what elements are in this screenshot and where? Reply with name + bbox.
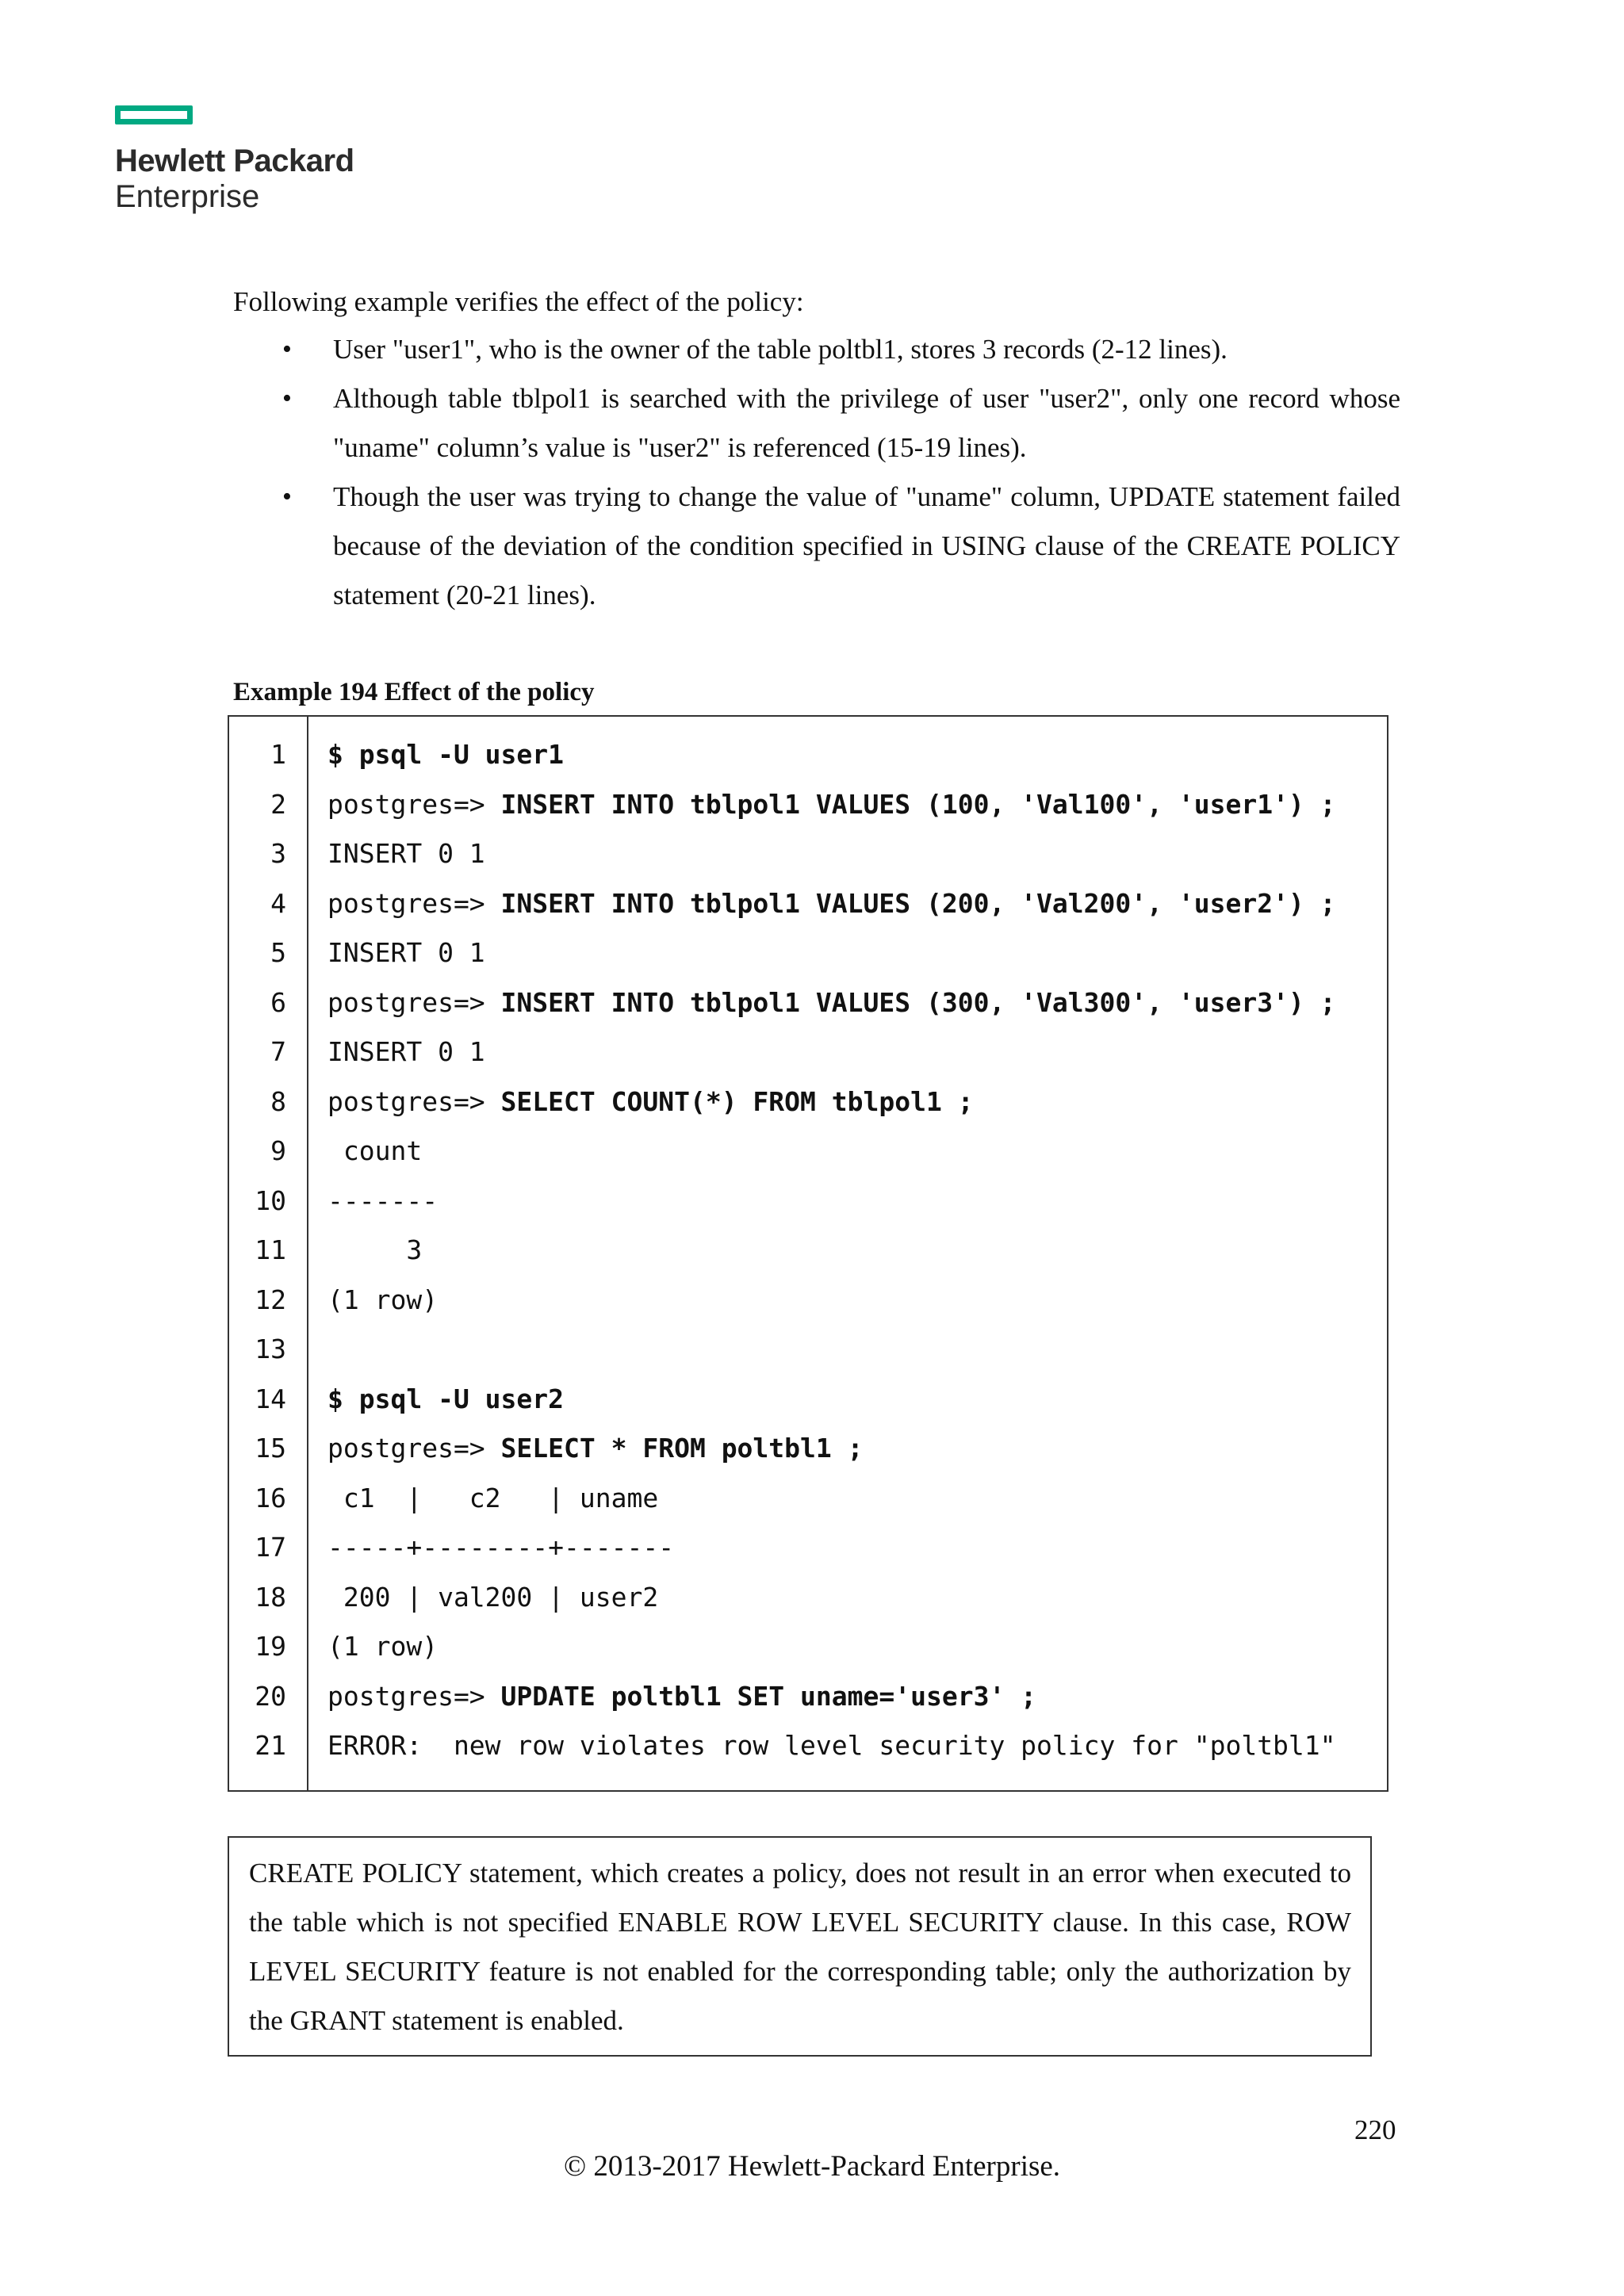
code-output: (1 row) [327,1284,439,1315]
code-line [229,879,1387,929]
code-line [229,1622,1387,1672]
line-number: 17 [255,1532,286,1563]
intro-paragraph: Following example verifies the effect of the policy: [233,286,804,317]
code-command: UPDATE poltbl1 SET uname='user3' ; [500,1680,1037,1712]
code-line [229,1424,1387,1474]
code-line [229,829,1387,879]
logo-text-line1: Hewlett Packard [115,144,354,178]
copyright-footer: © 2013-2017 Hewlett-Packard Enterprise. [563,2150,1061,2183]
code-output: postgres=> [327,887,501,919]
code-output: postgres=> [327,986,501,1018]
code-text [327,1276,438,1326]
line-number: 20 [255,1680,286,1712]
code-output: 200 | val200 | user2 [327,1581,659,1613]
line-number: 10 [255,1184,286,1216]
code-output: INSERT 0 1 [327,1036,485,1067]
code-line [229,1573,1387,1623]
code-text [327,1424,864,1474]
code-command: SELECT COUNT(*) FROM tblpol1 ; [500,1085,974,1117]
code-command: INSERT INTO tblpol1 VALUES (300, 'Val300', 'user3') ; [500,986,1336,1018]
code-output: ------- [327,1184,439,1216]
line-number: 14 [255,1383,286,1414]
code-text [327,978,1336,1028]
code-text [327,879,1336,929]
line-number: 6 [270,986,286,1018]
code-text [327,1523,674,1573]
code-output: postgres=> [327,788,501,820]
line-number: 5 [270,937,286,968]
code-line [229,1276,1387,1326]
code-text [327,928,485,978]
code-output: INSERT 0 1 [327,937,485,968]
code-output: 3 [327,1234,423,1265]
code-command: INSERT INTO tblpol1 VALUES (200, 'Val200', 'user2') ; [500,887,1336,919]
code-text [327,1622,438,1672]
code-output: postgres=> [327,1433,501,1464]
note-text: CREATE POLICY statement, which creates a policy, does not result in an error when executed to the table which is not specified ENABLE ROW LEVEL SECURITY clause. In this case, ROW LEVEL SECURITY feature is not enabled for the corresponding table; only the authorization by the GRANT statement is enabled. [249,1858,1351,2036]
code-output: (1 row) [327,1631,439,1662]
code-line [229,780,1387,830]
code-output: INSERT 0 1 [327,838,485,869]
code-line [229,1721,1387,1771]
line-number: 9 [270,1135,286,1166]
line-number: 3 [270,838,286,869]
code-line [229,928,1387,978]
code-text [327,1672,1036,1722]
code-text [327,1027,485,1077]
line-number: 21 [255,1730,286,1761]
code-text [327,829,485,879]
code-output: count [327,1135,423,1166]
code-text [327,1077,974,1127]
code-line [229,1523,1387,1573]
code-output: postgres=> [327,1085,501,1117]
bullet-list [233,325,1400,620]
code-output: -----+--------+------- [327,1532,675,1563]
code-text [327,730,564,780]
code-command: INSERT INTO tblpol1 VALUES (100, 'Val100', 'user1') ; [500,788,1336,820]
code-listing [228,715,1388,1792]
line-number: 11 [255,1234,286,1265]
code-output: postgres=> [327,1680,501,1712]
code-line [229,1672,1387,1722]
bullet-item: • Though the user was trying to change the value of "uname" column, UPDATE statement failed because of the deviation of the condition specified in USING clause of the CREATE POLICY statement (20-21 lines). [233,473,1400,620]
code-output: c1 | c2 | uname [327,1482,659,1513]
code-command: $ psql -U user2 [327,1383,565,1414]
code-line [229,1127,1387,1177]
bullet-item: • Although table tblpol1 is searched with the privilege of user "user2", only one record whose "uname" column’s value is "user2" is referenced (15-19 lines). [233,374,1400,473]
line-number: 13 [255,1334,286,1364]
note-box [228,1836,1372,2057]
code-lines [229,730,1387,1771]
code-text [327,1226,422,1276]
code-text [327,1127,422,1177]
line-number: 19 [255,1631,286,1662]
example-caption: Example 194 Effect of the policy [233,678,595,706]
logo-text-line2: Enterprise [115,179,260,214]
code-line [229,1474,1387,1524]
line-number: 15 [255,1433,286,1464]
code-text [327,1375,564,1425]
code-line [229,730,1387,780]
code-text [327,780,1336,830]
code-text [327,1573,658,1623]
code-text [327,1474,658,1524]
code-text [327,1721,1336,1771]
code-output: ERROR: new row violates row level security policy for "poltbl1" [327,1730,1336,1761]
line-number: 12 [255,1284,286,1315]
line-number: 7 [270,1036,286,1067]
line-number: 4 [270,887,286,919]
hpe-logo [115,105,354,215]
code-text [327,1177,438,1226]
line-number: 8 [270,1085,286,1117]
line-number: 18 [255,1581,286,1613]
code-line [229,978,1387,1028]
page-number: 220 [1354,2114,1396,2145]
code-line [229,1375,1387,1425]
line-number: 1 [270,739,286,770]
code-line [229,1077,1387,1127]
hpe-logo-mark [115,105,193,124]
code-line [229,1177,1387,1226]
code-line [229,1027,1387,1077]
code-command: $ psql -U user1 [327,739,565,770]
code-command: SELECT * FROM poltbl1 ; [500,1433,864,1464]
code-line [229,1226,1387,1276]
bullet-item: • User "user1", who is the owner of the table poltbl1, stores 3 records (2-12 lines). [233,325,1400,374]
line-number: 16 [255,1482,286,1513]
code-line [229,1325,1387,1375]
line-number: 2 [270,788,286,820]
